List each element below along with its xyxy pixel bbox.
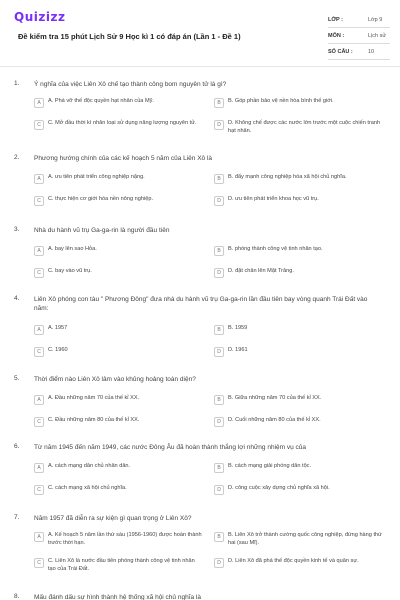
option-letter: A <box>34 98 44 108</box>
question-number: 1. <box>14 80 20 87</box>
option-d[interactable] <box>214 120 384 135</box>
option-b[interactable] <box>214 174 384 184</box>
option-letter: B <box>214 325 224 335</box>
option-c[interactable] <box>34 417 204 427</box>
question-number: 3. <box>14 226 20 233</box>
option-letter: A <box>34 395 44 405</box>
option-b[interactable] <box>214 463 384 473</box>
option-d[interactable] <box>214 268 384 278</box>
question-text: Nhà du hành vũ trụ Ga-ga-rin là người đầu tiên <box>34 227 170 234</box>
option-letter: C <box>34 558 44 568</box>
option-c[interactable] <box>34 268 204 278</box>
option-a[interactable] <box>34 395 204 405</box>
question-4 <box>14 295 386 361</box>
meta-subject-value: Lịch sử <box>368 32 387 39</box>
option-letter: C <box>34 268 44 278</box>
option-d[interactable] <box>214 485 384 495</box>
option-b[interactable] <box>214 395 384 405</box>
meta-count-value: 10 <box>368 48 375 55</box>
question-7 <box>14 514 386 584</box>
option-text: D. Cuối những năm 80 của thế kỉ XX. <box>228 417 321 423</box>
option-d[interactable] <box>214 417 384 427</box>
option-letter: D <box>214 347 224 357</box>
option-a[interactable] <box>34 174 204 184</box>
option-letter: D <box>214 196 224 206</box>
option-letter: C <box>34 347 44 357</box>
meta-class <box>328 12 390 28</box>
option-letter: D <box>214 417 224 427</box>
option-b[interactable] <box>214 246 384 256</box>
option-text: A. Phá vỡ thế độc quyền hạt nhân của Mỹ. <box>48 98 154 104</box>
option-text: A. bay lên sao Hỏa. <box>48 246 97 252</box>
option-letter: C <box>34 120 44 130</box>
option-text: D. công cuộc xây dựng chủ nghĩa xã hội. <box>228 485 330 491</box>
option-text: A. Kế hoạch 5 năm lần thứ sáu (1956-1960) được hoàn thành trước thời hạn. <box>48 532 202 546</box>
meta-class-value: Lớp 9 <box>368 16 383 23</box>
question-3 <box>14 226 386 284</box>
option-text: C. thực hiện cơ giới hóa nền nông nghiệp. <box>48 196 154 202</box>
option-text: B. phóng thành công vệ tinh nhân tạo. <box>228 246 323 252</box>
question-number: 8. <box>14 593 20 600</box>
meta-subject <box>328 28 390 44</box>
question-text: Mấu đánh dấu sự hình thành hệ thống xã hội chủ nghĩa là <box>34 594 201 600</box>
option-text: C. Đầu những năm 80 của thế kỉ XX. <box>48 417 140 423</box>
option-b[interactable] <box>214 532 384 547</box>
option-letter: B <box>214 532 224 542</box>
option-a[interactable] <box>34 98 204 108</box>
question-8 <box>14 593 386 600</box>
option-letter: C <box>34 196 44 206</box>
header <box>14 10 390 62</box>
option-text: B. đẩy mạnh công nghiệp hóa xã hội chủ nghĩa. <box>228 174 347 180</box>
option-letter: C <box>34 485 44 495</box>
option-text: C. cách mạng xã hội chủ nghĩa. <box>48 485 127 491</box>
option-c[interactable] <box>34 347 204 357</box>
question-6 <box>14 443 386 501</box>
question-number: 2. <box>14 154 20 161</box>
quiz-title: Đề kiểm tra 15 phút Lịch Sử 9 Học kì 1 có đáp án (Lần 1 - Đề 1) <box>18 32 241 41</box>
option-text: D. Liên Xô đã phá thế độc quyền kinh tế và quân sự. <box>228 558 359 564</box>
question-number: 5. <box>14 375 20 382</box>
meta-count <box>328 44 390 60</box>
meta-class-label: LỚP : <box>328 16 343 23</box>
option-c[interactable] <box>34 196 204 206</box>
option-text: D. đặt chân lên Mặt Trăng. <box>228 268 294 274</box>
option-letter: B <box>214 463 224 473</box>
question-2 <box>14 154 386 212</box>
option-letter: D <box>214 485 224 495</box>
question-5 <box>14 375 386 433</box>
header-divider <box>0 66 400 67</box>
question-text: Ý nghĩa của việc Liên Xô chế tạo thành công bom nguyên tử là gì? <box>34 81 227 88</box>
question-text: Từ năm 1945 đến năm 1949, các nước Đông Âu đã hoàn thành thắng lợi những nhiệm vụ của <box>34 444 307 451</box>
option-d[interactable] <box>214 347 384 357</box>
option-text: A. Đầu những năm 70 của thế kỉ XX. <box>48 395 140 401</box>
option-letter: B <box>214 174 224 184</box>
option-letter: B <box>214 246 224 256</box>
option-d[interactable] <box>214 196 384 206</box>
question-number: 4. <box>14 295 20 302</box>
option-letter: B <box>214 98 224 108</box>
option-text: B. Liên Xô trở thành cường quốc công nghiệp, đứng hàng thứ hai (sau Mĩ). <box>228 532 382 546</box>
option-text: B. Giữa những năm 70 của thế kỉ XX. <box>228 395 322 401</box>
option-letter: B <box>214 395 224 405</box>
option-a[interactable] <box>34 532 204 547</box>
option-letter: D <box>214 558 224 568</box>
question-text: Liên Xô phóng con tàu " Phương Đông" đưa nhà du hành vũ trụ Ga-ga-rin lần đầu tiên bay vòng quanh Trái Đất vào năm: <box>34 296 368 312</box>
option-text: C. Liên Xô là nước đầu tiên phóng thành công vệ tinh nhân tạo của Trái Đất. <box>48 558 195 572</box>
option-letter: C <box>34 417 44 427</box>
question-text: Phương hướng chính của các kế hoạch 5 năm của Liên Xô là <box>34 155 213 162</box>
option-letter: A <box>34 463 44 473</box>
option-text: D. Không chế được các nước lớn trước một cuộc chiến tranh hạt nhân. <box>228 120 381 134</box>
option-a[interactable] <box>34 246 204 256</box>
option-c[interactable] <box>34 120 204 130</box>
option-letter: A <box>34 174 44 184</box>
question-number: 6. <box>14 443 20 450</box>
option-text: D. 1961 <box>228 347 248 353</box>
option-text: C. 1960 <box>48 347 68 353</box>
option-letter: A <box>34 246 44 256</box>
option-letter: A <box>34 325 44 335</box>
question-text: Thời điểm nào Liên Xô lâm vào khủng hoảng toàn diện? <box>34 376 196 383</box>
option-text: B. Góp phần bảo vệ nền hòa bình thế giới. <box>228 98 334 104</box>
option-letter: D <box>214 120 224 130</box>
question-text: Năm 1957 đã diễn ra sự kiện gì quan trọng ở Liên Xô? <box>34 515 192 522</box>
option-b[interactable] <box>214 98 384 108</box>
option-a[interactable] <box>34 325 204 335</box>
question-number: 7. <box>14 514 20 521</box>
option-text: B. 1959 <box>228 325 248 331</box>
option-b[interactable] <box>214 325 384 335</box>
option-letter: A <box>34 532 44 542</box>
option-d[interactable] <box>214 558 384 568</box>
option-text: A. cách mạng dân chủ nhân dân. <box>48 463 131 469</box>
question-1 <box>14 80 386 142</box>
quizizz-logo: Quizizz <box>14 10 66 24</box>
option-text: C. bay vào vũ trụ. <box>48 268 92 274</box>
option-text: D. ưu tiên phát triển khoa học vũ trụ. <box>228 196 319 202</box>
option-c[interactable] <box>34 558 204 573</box>
option-text: A. 1957 <box>48 325 68 331</box>
meta-subject-label: MÔN : <box>328 32 345 39</box>
option-text: B. cách mạng giải phóng dân tộc. <box>228 463 312 469</box>
option-text: C. Mở đầu thời kì nhân loại sử dụng năng lượng nguyên tử. <box>48 120 197 126</box>
option-text: A. ưu tiên phát triển công nghiệp nặng. <box>48 174 145 180</box>
option-c[interactable] <box>34 485 204 495</box>
option-a[interactable] <box>34 463 204 473</box>
quiz-meta <box>328 12 390 60</box>
option-letter: D <box>214 268 224 278</box>
meta-count-label: SỐ CÂU : <box>328 48 353 55</box>
